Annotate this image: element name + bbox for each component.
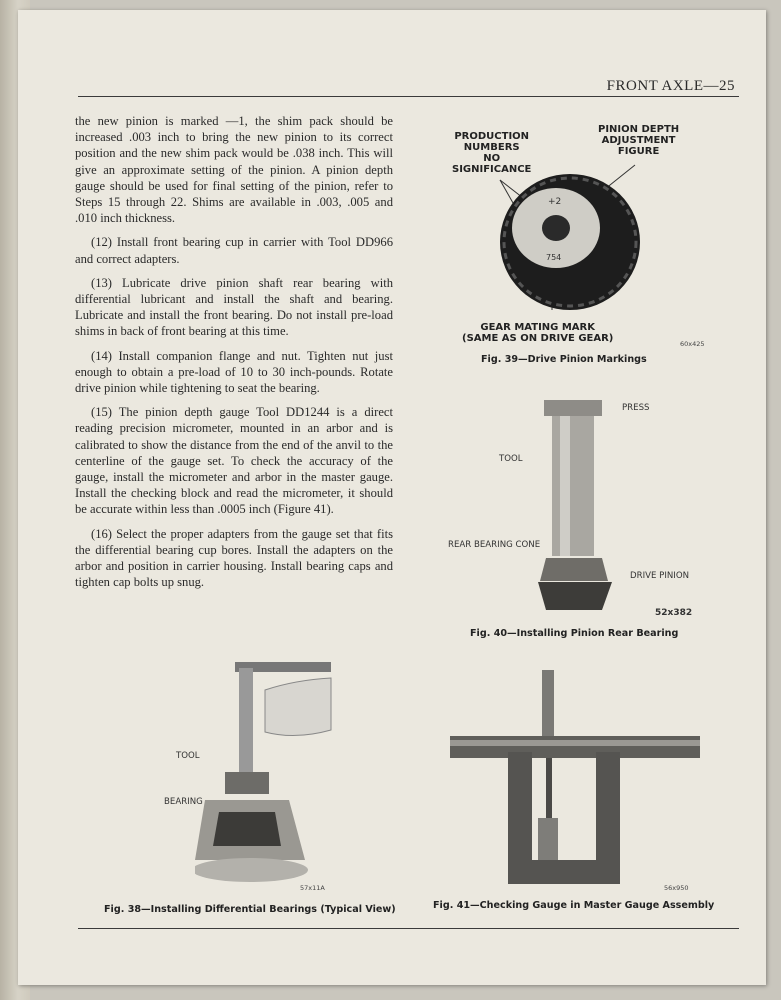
- paragraph-step-16: (16) Select the proper adapters from the gauge set that fits the differential bearing cup bores. Install the adapters on the arbor and position in carrier housing. Install bearing caps and tighten cap bolts up snug.: [75, 526, 393, 590]
- paragraph-step-15: (15) The pinion depth gauge Tool DD1244 is a direct reading precision micrometer, mounted in an arbor and is calibrated to show the distance from the end of the anvil to the centerline of the gauge set. To check the accuracy of the gauge, install the micrometer and arbor in the master gauge. Install the checking block and read the micrometer, it should be accurate within less than .0005 inch (Figure 41).: [75, 405, 393, 517]
- fig38-caption: Fig. 38—Installing Differential Bearings (Typical View): [104, 904, 396, 915]
- fig39-label-production-l1: PRODUCTION: [454, 131, 530, 142]
- tool-highlight: [560, 416, 570, 556]
- fig40-label-bearing: REAR BEARING CONE: [448, 540, 541, 550]
- press-head: [544, 400, 602, 416]
- body-text-column: [75, 113, 393, 598]
- fig38-label-tool: TOOL: [176, 751, 200, 761]
- pinion-bore: [542, 215, 570, 241]
- master-gauge-block: [508, 752, 620, 884]
- fig41-code: 56x950: [664, 884, 689, 892]
- fig39-label-depth-l1: PINION DEPTH: [598, 124, 680, 135]
- fig40-label-pinion: DRIVE PINION: [630, 571, 690, 581]
- gear-mark-top: +2: [548, 197, 562, 207]
- fig39-label-production-l2: NUMBERS: [463, 142, 520, 153]
- fig39-label-production-l3: NO: [483, 153, 501, 164]
- fig39-label-depth: [598, 124, 679, 157]
- paragraph-step-13: (13) Lubricate drive pinion shaft rear bearing with differential lubricant and install the shaft and bearing. Lubricate and install the front bearing. Do not install pre-load shims in back of front bearing at this time.: [75, 275, 393, 339]
- arbor: [450, 736, 700, 758]
- fig40-label-press: PRESS: [622, 403, 650, 413]
- fig39-label-production-l4: SIGNIFICANCE: [452, 164, 532, 175]
- paragraph-step-12: (12) Install front bearing cup in carrier with Tool DD966 and correct adapters.: [75, 235, 393, 266]
- arbor-highlight: [450, 740, 700, 746]
- fig39-label-mating-l2: (SAME AS ON DRIVE GEAR): [462, 333, 614, 344]
- header-rule: [78, 96, 739, 97]
- fig39-label-mating: [462, 322, 613, 344]
- fig39-label-depth-l2: ADJUSTMENT: [601, 135, 676, 146]
- paragraph-step-14: (14) Install companion flange and nut. Tighten nut just enough to obtain a pre-load of 10 to 30 inch-pounds. Rotate drive pinion while tightening to seat the bearing.: [75, 348, 393, 396]
- checking-block: [538, 818, 558, 860]
- bearing-cone: [540, 558, 608, 581]
- pinion-gear: [538, 582, 612, 610]
- fig41-caption: Fig. 41—Checking Gauge in Master Gauge Assembly: [433, 900, 715, 911]
- page-header: FRONT AXLE—25: [606, 78, 735, 94]
- fig39-code: 60x425: [680, 340, 705, 348]
- bearing: [225, 772, 269, 794]
- fig38-tool-image: [195, 660, 335, 890]
- tool-shaft: [239, 668, 253, 772]
- tool-sleeve: [552, 416, 594, 556]
- anvil: [546, 758, 552, 818]
- hand: [265, 678, 331, 736]
- gear-mark-bottom: 754: [546, 253, 562, 262]
- fig38-label-bearing: BEARING: [164, 797, 203, 807]
- fig39-caption: Fig. 39—Drive Pinion Markings: [481, 354, 647, 365]
- fig40-tool-image: [530, 396, 620, 616]
- footer-rule: [78, 928, 739, 929]
- fig40-code: 52x382: [655, 608, 693, 618]
- paragraph-1: the new pinion is marked —1, the shim pack should be increased .003 inch to bring the new pinion to its correct position and the new shim pack would be .038 inch. This will give an approximate setting of the pinion. A pinion depth gauge should be used for final setting of the pinion, refer to Steps 15 through 22. Shims are available in .003, .005 and .010 inch thickness.: [75, 114, 393, 226]
- fig39-pinion-gear-image: [490, 160, 650, 320]
- fig41-gauge-image: [450, 668, 705, 898]
- differential-gears: [213, 812, 281, 846]
- case-flange: [195, 858, 308, 882]
- fig39-label-mating-l1: GEAR MATING MARK: [480, 322, 595, 333]
- fig39-label-depth-l3: FIGURE: [617, 146, 660, 157]
- micrometer: [542, 670, 554, 736]
- fig40-label-tool: TOOL: [499, 454, 523, 464]
- fig40-caption: Fig. 40—Installing Pinion Rear Bearing: [470, 628, 679, 639]
- fig38-code: 57x11A: [300, 884, 325, 892]
